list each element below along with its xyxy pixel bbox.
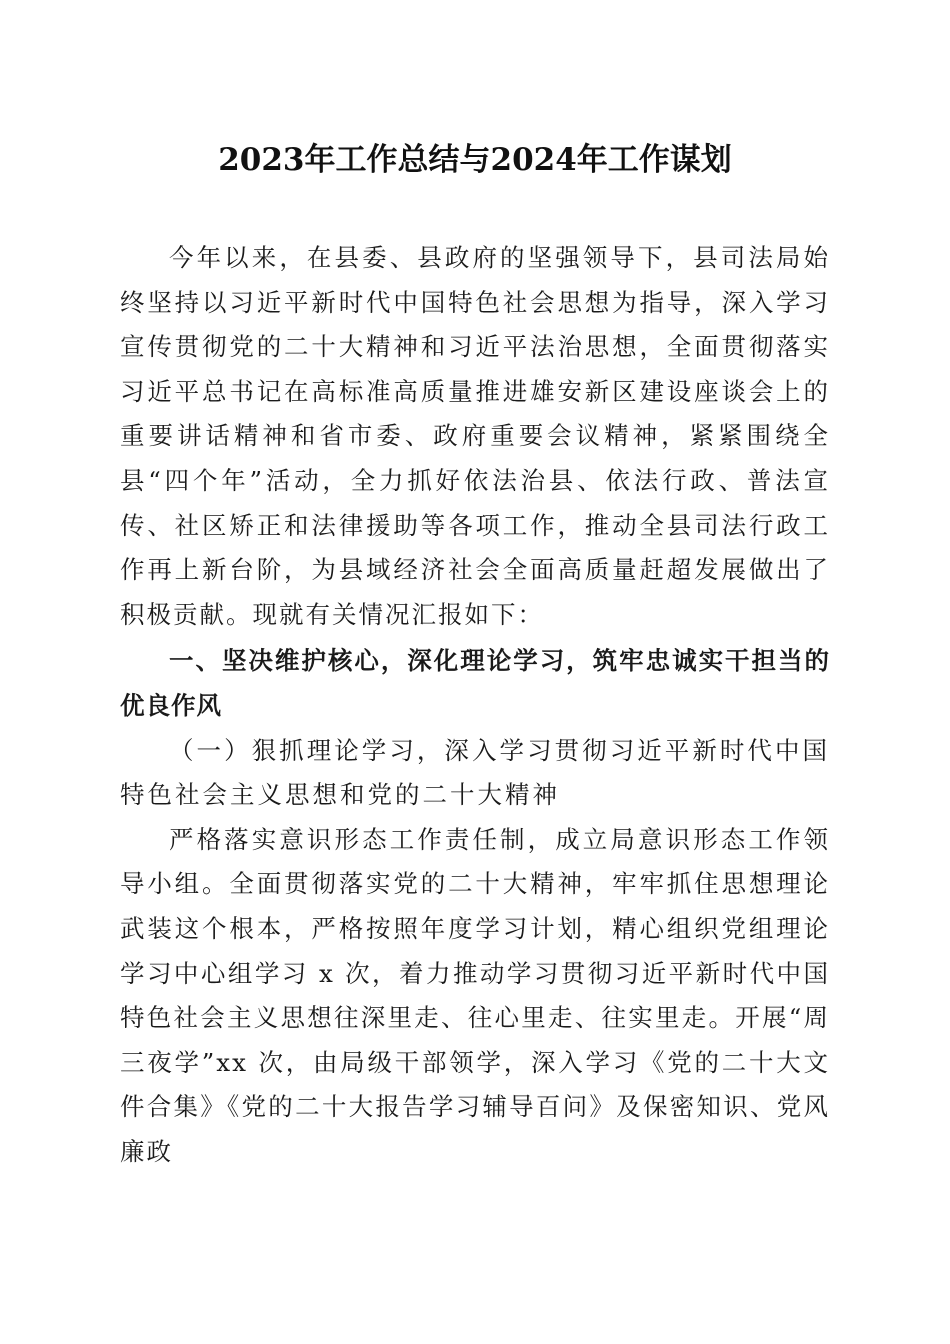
intro-paragraph: 今年以来，在县委、县政府的坚强领导下，县司法局始终坚持以习近平新时代中国特色社会思想为指导，深入学习宣传贯彻党的二十大精神和习近平法治思想，全面贯彻落实习近平总书记在高标准高质量推进雄安新区建设座谈会上的重要讲话精神和省市委、政府重要会议精神，紧紧围绕全县“四个年”活动，全力抓好依法治县、依法行政、普法宣传、社区矫正和法律援助等各项工作，推动全县司法行政工作再上新台阶，为县域经济社会全面高质量赶超发展做出了积极贡献。现就有关情况汇报如下： [120,243,830,629]
document-body [120,236,830,1174]
section-heading-1: 一、坚决维护核心，深化理论学习，筑牢忠诚实干担当的优良作风 [120,646,830,720]
body-paragraph: 严格落实意识形态工作责任制，成立局意识形态工作领导小组。全面贯彻落实党的二十大精神，牢牢抓住思想理论武装这个根本，严格按照年度学习计划，精心组织党组理论学习中心组学习 x 次，着力推动学习贯彻习近平新时代中国特色社会主义思想往深里走、往心里走、往实里走。开展“周三夜学”xx 次，由局级干部领学，深入学习《党的二十大文件合集》《党的二十大报告学习辅导百问》及保密知识、党风廉政 [120,824,830,1166]
subsection-heading-1: （一）狠抓理论学习，深入学习贯彻习近平新时代中国特色社会主义思想和党的二十大精神 [120,735,830,810]
document-title: 2023年工作总结与2024年工作谋划 [218,142,732,178]
